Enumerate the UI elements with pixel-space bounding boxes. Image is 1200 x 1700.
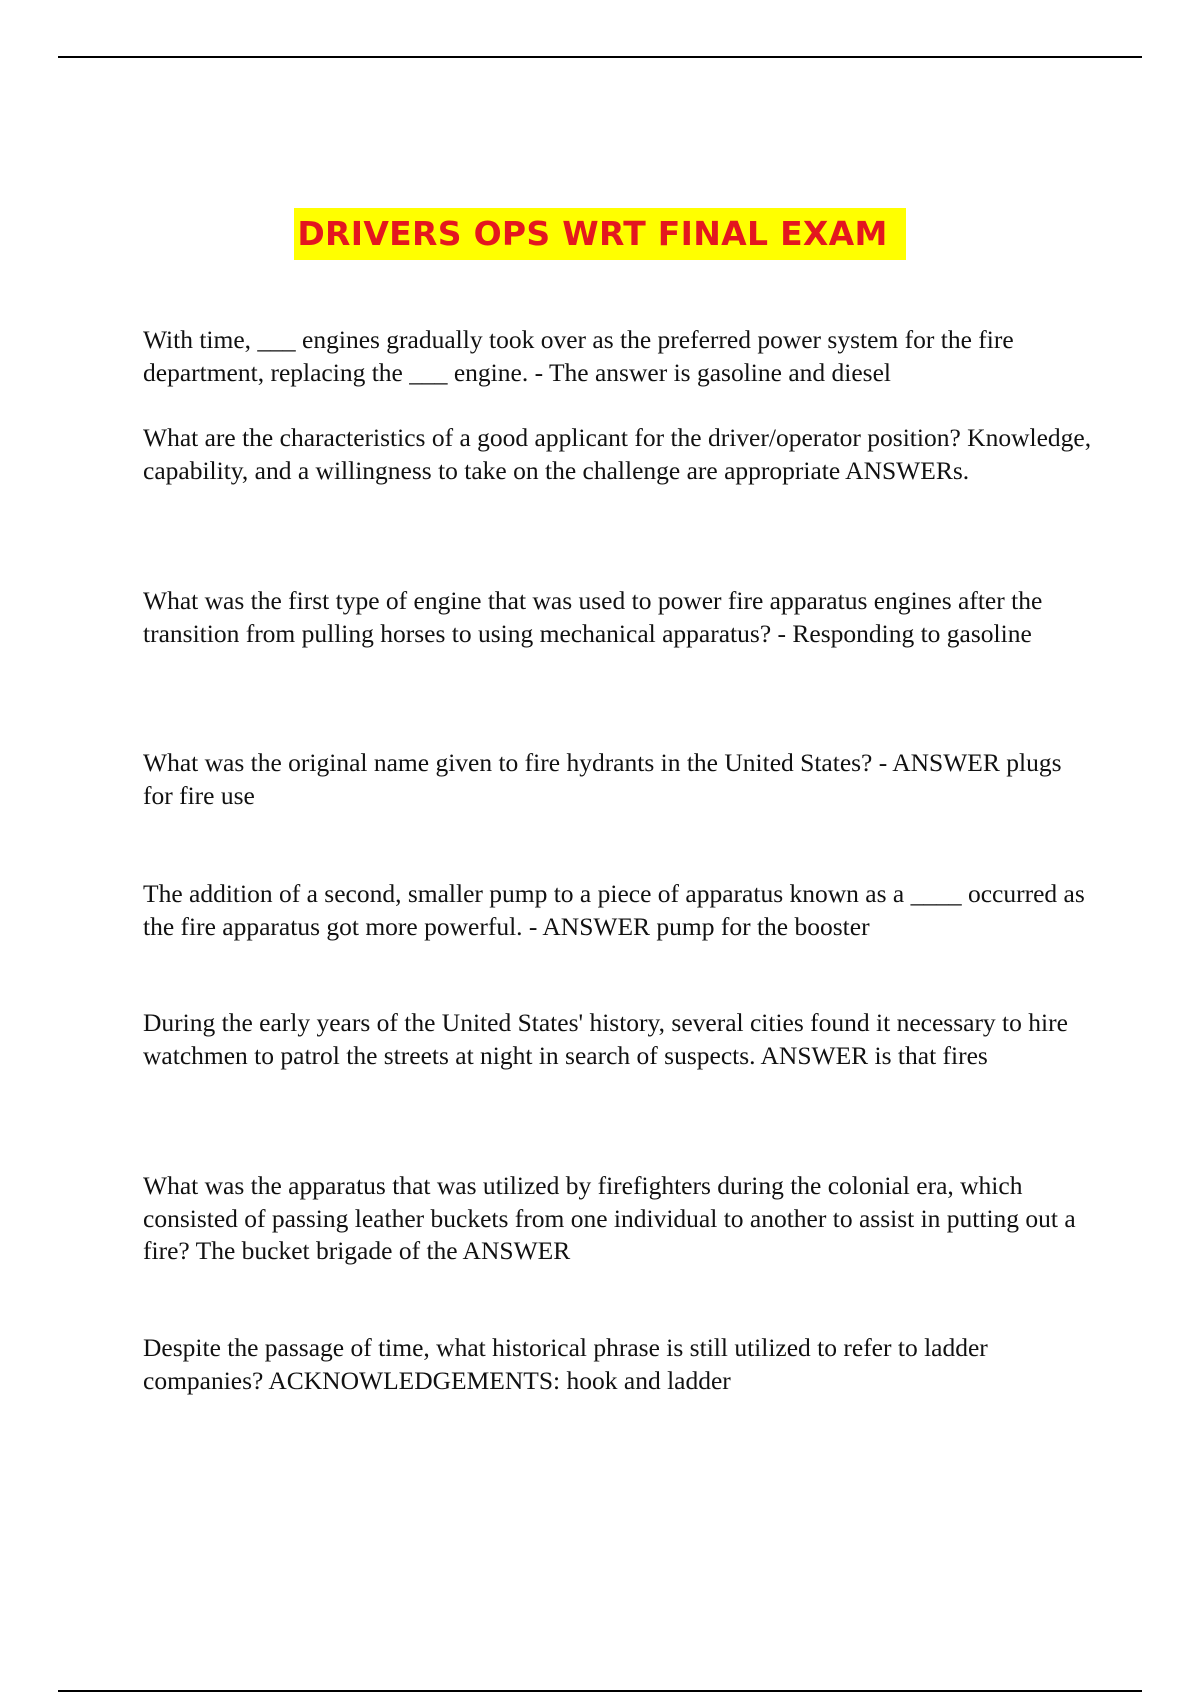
question-answer-item: Despite the passage of time, what historical phrase is still utilized to refer to ladder companies? ACKNOWLEDGEMENTS: hook and ladder bbox=[143, 1333, 988, 1395]
title-container bbox=[0, 208, 1200, 260]
question-answer-item: With time, ___ engines gradually took over as the preferred power system for the fire department, replacing the ___ engine. - The answer is gasoline and diesel bbox=[143, 325, 1014, 387]
document-title: DRIVERS OPS WRT FINAL EXAM bbox=[294, 208, 905, 260]
question-answer-item: What was the apparatus that was utilized by firefighters during the colonial era, which consisted of passing leather buckets from one individual to another to assist in putting out a fire? The bucket brigade of the ANSWER bbox=[143, 1171, 1076, 1265]
question-answer-item: During the early years of the United States' history, several cities found it necessary to hire watchmen to patrol the streets at night in search of suspects. ANSWER is that fires bbox=[143, 1008, 1068, 1070]
question-answer-item: What was the first type of engine that was used to power fire apparatus engines after the transition from pulling horses to using mechanical apparatus? - Responding to gasoline bbox=[143, 586, 1043, 648]
question-answer-item: What are the characteristics of a good applicant for the driver/operator position? Knowledge, capability, and a willingness to take on the challenge are appropriate ANSWERs. bbox=[143, 423, 1092, 485]
header-rule bbox=[58, 56, 1142, 58]
question-answer-item: What was the original name given to fire hydrants in the United States? - ANSWER plugs for fire use bbox=[143, 748, 1062, 810]
footer-rule bbox=[58, 1690, 1142, 1692]
question-answer-item: The addition of a second, smaller pump to a piece of apparatus known as a ____ occurred as the fire apparatus got more powerful. - ANSWER pump for the booster bbox=[143, 879, 1085, 941]
